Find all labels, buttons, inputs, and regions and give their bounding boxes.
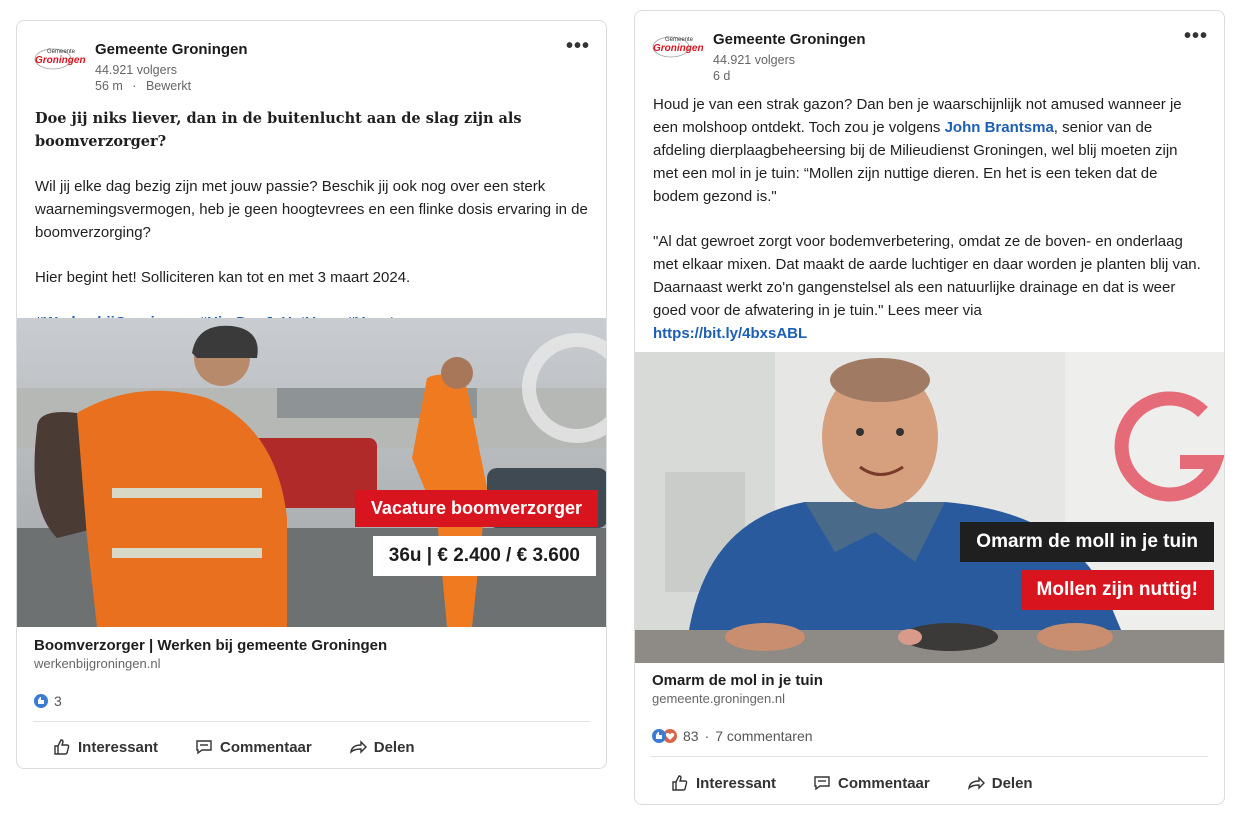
interesting-button[interactable] <box>652 767 794 799</box>
post-card-vacancy <box>16 20 607 769</box>
logo-text-main: Groningen <box>35 55 86 66</box>
post-image-mole[interactable] <box>635 352 1224 663</box>
reaction-icons <box>652 729 677 743</box>
post-time-meta: 56 m · Bewerkt <box>95 79 192 93</box>
interesting-label: Interessant <box>696 774 777 792</box>
like-reaction-icon <box>652 729 666 743</box>
share-label: Delen <box>991 774 1033 792</box>
salary-tag: 36u | € 2.400 / € 3.600 <box>373 536 596 576</box>
bitly-link[interactable]: https://bit.ly/4bxsABL <box>653 325 808 342</box>
share-button[interactable] <box>330 731 433 763</box>
link-preview-domain[interactable]: gemeente.groningen.nl <box>652 691 785 706</box>
mole-photo <box>635 352 1224 663</box>
edited-label: Bewerkt <box>145 79 192 93</box>
org-name[interactable]: Gemeente Groningen <box>713 31 866 48</box>
more-options-icon[interactable]: ••• <box>1183 25 1208 47</box>
link-preview-title[interactable]: Boomverzorger | Werken bij gemeente Groningen <box>34 637 388 654</box>
post-header <box>635 11 1224 93</box>
logo-text-main: Groningen <box>653 43 704 54</box>
comment-count-link[interactable]: 7 commentaren <box>715 728 813 744</box>
comment-label: Commentaar <box>220 738 312 756</box>
mention-link[interactable]: John Brantsma <box>944 119 1054 136</box>
post-actions <box>34 731 433 763</box>
share-arrow-icon <box>348 737 368 757</box>
link-preview-domain[interactable]: werkenbijgroningen.nl <box>34 656 161 671</box>
action-divider <box>33 721 590 722</box>
post-body <box>635 93 1224 345</box>
mole-subtitle-tag: Mollen zijn nuttig! <box>1021 570 1214 610</box>
comment-button[interactable] <box>794 767 948 799</box>
comment-icon <box>812 773 832 793</box>
mole-title-tag: Omarm de moll in je tuin <box>960 522 1214 562</box>
post-paragraph: Houd je van een strak gazon? Dan ben je waarschijnlijk not amused wanneer je een molshoop ontdekt. Toch zou je volgens John Brantsma, senior van de afdeling dierplaagbeheersing bij de Milieudienst Groningen, wel blij moeten zijn met een mol in je tuin: “Mollen zijn nuttige dieren. En het is een teken dat de bodem gezond is." <box>653 96 1182 205</box>
post-paragraph: "Al dat gewroet zorgt voor bodemverbetering, omdat ze de boven- en onderlaag met elkaar mixen. Dat maakt de aarde luchtiger en daar worden je planten blij van. Daarnaast werkt zo'n gangenstelsel als een natuurlijke drainage en dat is weer goed voor de afwatering in je tuin." Lees meer via https://bit.ly/4bxsABL <box>653 233 1201 342</box>
reaction-summary[interactable]: 83 · 7 commentaren <box>652 728 813 744</box>
vacancy-title-tag: Vacature boomverzorger <box>355 490 598 527</box>
share-arrow-icon <box>966 773 986 793</box>
gemeente-groningen-logo[interactable] <box>651 31 707 61</box>
link-preview-title[interactable]: Omarm de mol in je tuin <box>652 672 823 689</box>
post-time: 56 m <box>95 79 123 93</box>
follower-count: 44.921 volgers <box>713 53 796 67</box>
logo-text-top: Gemeente <box>665 37 694 43</box>
follower-count: 44.921 volgers <box>95 63 178 77</box>
gemeente-groningen-logo[interactable] <box>33 43 89 73</box>
post-header <box>17 21 606 107</box>
share-button[interactable] <box>948 767 1051 799</box>
thumbs-up-icon <box>52 737 72 757</box>
workers-photo <box>17 318 606 627</box>
org-name[interactable]: Gemeente Groningen <box>95 41 248 58</box>
post-headline: Doe jij niks liever, dan in de buitenlucht aan de slag zijn als boomverzorger? <box>35 110 522 150</box>
like-reaction-icon <box>34 694 48 708</box>
post-time: 6 d <box>713 69 731 83</box>
interesting-label: Interessant <box>78 738 159 756</box>
post-card-mole <box>634 10 1225 805</box>
reaction-count: 83 <box>683 728 699 744</box>
logo-text-top: Gemeente <box>47 49 76 55</box>
action-divider <box>651 756 1208 757</box>
reaction-count: 3 <box>54 693 62 709</box>
post-actions <box>652 767 1051 799</box>
more-options-icon[interactable]: ••• <box>565 35 590 57</box>
post-body <box>17 107 606 334</box>
post-paragraph: Wil jij elke dag bezig zijn met jouw passie? Beschik jij ook nog over een sterk waarnemingsvermogen, heb je geen hoogtevrees en een flinke dosis ervaring in de boomverzorging? <box>35 178 588 241</box>
reaction-summary[interactable] <box>34 693 62 709</box>
post-image-workers[interactable] <box>17 318 606 627</box>
comment-icon <box>194 737 214 757</box>
thumbs-up-icon <box>670 773 690 793</box>
comment-button[interactable] <box>176 731 330 763</box>
post-paragraph: Hier begint het! Solliciteren kan tot en met 3 maart 2024. <box>35 269 411 286</box>
comment-label: Commentaar <box>838 774 930 792</box>
share-label: Delen <box>373 738 415 756</box>
interesting-button[interactable] <box>34 731 176 763</box>
